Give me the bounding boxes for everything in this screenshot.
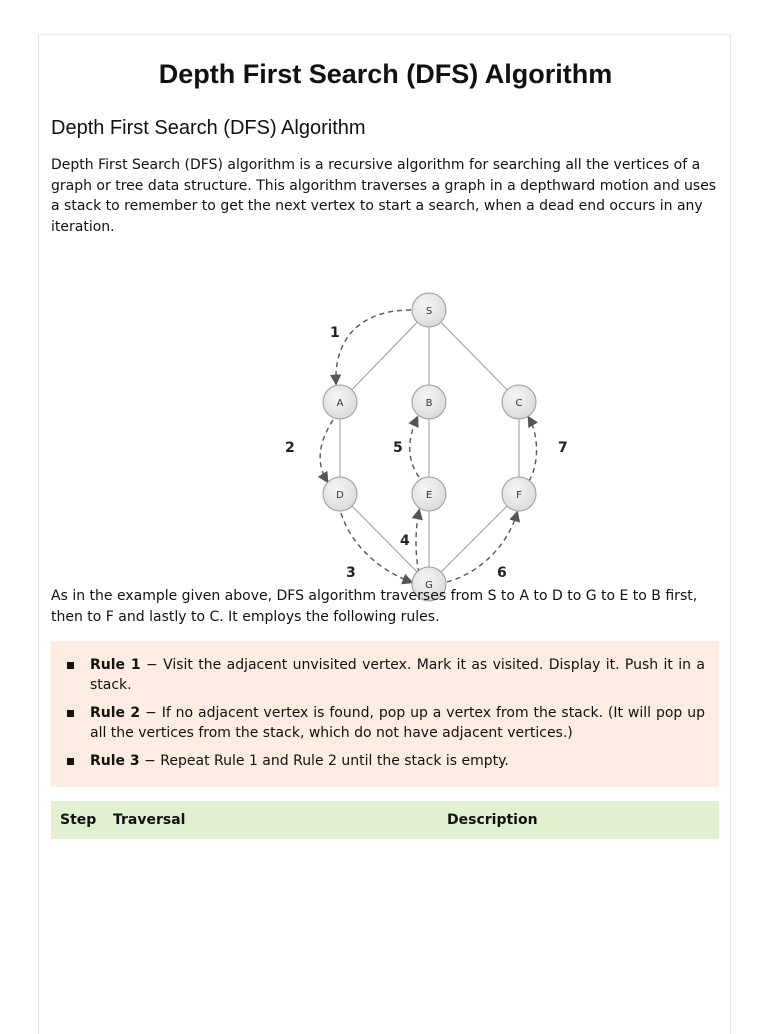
graph-edges xyxy=(340,310,519,584)
svg-text:F: F xyxy=(516,490,522,501)
bullet-icon xyxy=(67,662,74,669)
section-heading: Depth First Search (DFS) Algorithm xyxy=(51,117,366,139)
rule-text: − Visit the adjacent unvisited vertex. Mark it as visited. Display it. Push it in a stack. xyxy=(90,657,706,693)
dfs-graph-diagram xyxy=(239,255,568,591)
column-header-description: Description xyxy=(447,812,538,828)
node-f xyxy=(502,477,536,511)
rules-box xyxy=(51,641,719,787)
table-header-row xyxy=(51,801,719,839)
rule-text: − If no adjacent vertex is found, pop up a vertex from the stack. (It will pop up all the vertices from the stack, which do not have adjacent vertices.) xyxy=(90,705,705,741)
svg-text:S: S xyxy=(425,306,433,317)
svg-text:G: G xyxy=(425,580,433,591)
arrow-7 xyxy=(529,418,537,481)
page-title: Depth First Search (DFS) Algorithm xyxy=(158,59,613,89)
bullet-icon xyxy=(67,758,74,765)
step-label: 5 xyxy=(393,440,403,456)
node-e xyxy=(412,477,446,511)
node-d xyxy=(323,477,357,511)
node-s xyxy=(412,293,446,327)
arrow-4 xyxy=(416,511,419,573)
svg-text:E: E xyxy=(425,490,433,501)
rule-name: Rule 1 xyxy=(90,657,141,673)
svg-text:B: B xyxy=(425,398,433,409)
node-a xyxy=(323,385,357,419)
step-labels xyxy=(285,325,568,581)
step-label: 7 xyxy=(558,440,568,456)
column-header-traversal: Traversal xyxy=(113,812,186,828)
bullet-icon xyxy=(67,710,74,717)
node-c xyxy=(502,385,536,419)
rule-text: − Repeat Rule 1 and Rule 2 until the stack is empty. xyxy=(139,753,509,769)
node-b xyxy=(412,385,446,419)
rule-item xyxy=(67,655,705,695)
svg-text:A: A xyxy=(336,398,344,409)
rule-item xyxy=(67,703,705,743)
rule-item xyxy=(67,751,705,771)
example-paragraph: As in the example given above, DFS algorithm traverses from S to A to D to G to E to B first, then to F and lastly to C. It employs the following rules. xyxy=(51,588,698,625)
article-page xyxy=(38,34,731,1034)
edge-s-a xyxy=(340,310,429,402)
edge-s-c xyxy=(429,310,519,402)
arrow-1 xyxy=(336,310,411,383)
step-label: 6 xyxy=(497,565,507,581)
svg-text:C: C xyxy=(515,398,523,409)
step-label: 3 xyxy=(346,565,356,581)
rule-name: Rule 3 xyxy=(90,753,140,769)
svg-text:D: D xyxy=(336,490,344,501)
traversal-arrows xyxy=(320,310,536,582)
column-header-step: Step xyxy=(60,812,97,828)
step-label: 2 xyxy=(285,440,295,456)
rule-name: Rule 2 xyxy=(90,705,141,721)
step-label: 1 xyxy=(330,325,340,341)
step-label: 4 xyxy=(400,533,410,549)
arrow-5 xyxy=(410,418,419,477)
intro-paragraph: Depth First Search (DFS) algorithm is a recursive algorithm for searching all the vertices of a graph or tree data structure. This algorithm traverses a graph in a depthward motion and uses a stack to remember to get the next vertex to start a search, when a dead end occurs in any iteration. xyxy=(51,157,717,235)
arrow-2 xyxy=(320,420,333,481)
